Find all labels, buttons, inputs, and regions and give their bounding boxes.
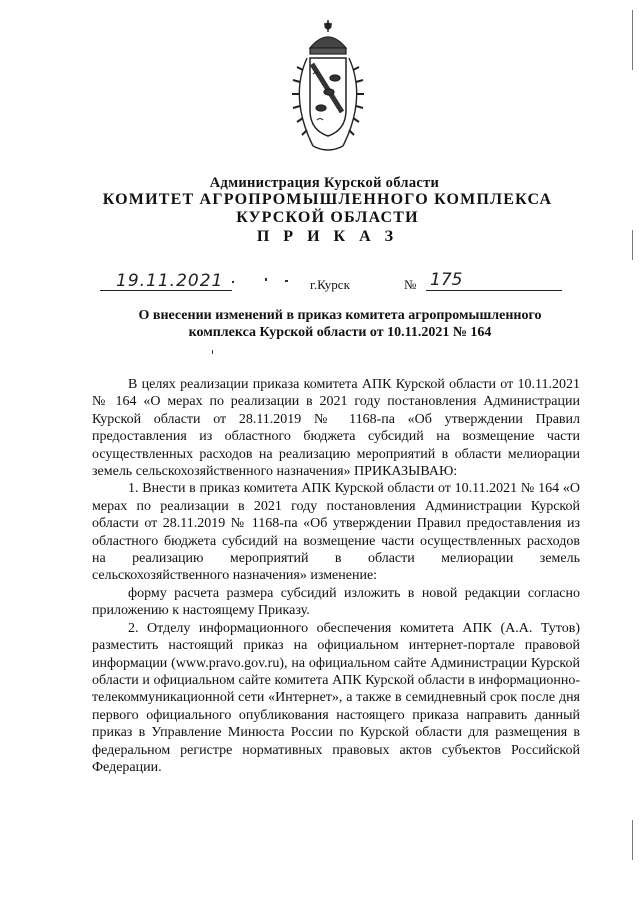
subject-line-1: О внесении изменений в приказ комитета агропромышленного [138,308,542,323]
city-label: г.Курск [310,277,350,292]
scan-speck [285,280,288,282]
committee-name: КОМИТЕТ АГРОПРОМЫШЛЕННОГО КОМПЛЕКСА [102,191,553,208]
scan-edge-line [632,820,633,860]
administration-name: Администрация Курской области [209,175,440,191]
item-1-paragraph: 1. Внести в приказ комитета АПК Курской области от 10.11.2021 № 164 «О мерах по реализации в 2021 году постановления Администрации Курской области от 28.11.2019 № 1168-па «Об утверждении Правил предоставления из областного бюджета субсидий на возмещение части осуществленных расходов на реализацию мероприятий в области мелиорации земель сельскохозяйственного назначения» изменение: [92,481,580,584]
order-subject [100,307,580,341]
scan-speck [212,350,213,354]
order-body [92,376,580,776]
order-date: 19.11.2021 [116,271,224,291]
order-number: 175 [430,270,463,290]
item-2-paragraph: 2. Отделу информационного обеспечения комитета АПК (А.А. Тутов) разместить настоящий приказ на официальном интернет-портале правовой информации (www.pravo.gov.ru), на официальном сайте Администрации Курской области и официальном сайте комитета АПК Курской области в информационно-телекоммуникационной сети «Интернет», а также в семидневный срок после дня первого официального опубликования настоящего приказа направить данный приказ в Управление Минюста России по Курской области для размещения в федеральном регистре нормативных правовых актов субъектов Российской Федерации. [92,620,580,775]
date-number-line [100,270,570,294]
item-1-detail-paragraph: форму расчета размера субсидий изложить в новой редакции согласно приложению к настоящему Приказу. [92,585,580,619]
scan-edge-line [632,10,633,70]
scan-speck [232,281,234,283]
region-name: КУРСКОЙ ОБЛАСТИ [236,209,419,226]
scan-speck [265,278,267,281]
kursk-coat-of-arms-emblem [283,18,373,158]
document-type-title: П Р И К А З [256,228,399,245]
scan-edge-line [632,230,633,260]
date-underline [100,290,232,291]
preamble-paragraph: В целях реализации приказа комитета АПК Курской области от 10.11.2021 № 164 «О мерах по реализации в 2021 году постановления Администрации Курской области от 28.11.2019 № 1168-па «Об утверждении Правил предоставления из областного бюджета субсидий на возмещение части осуществленных расходов на реализацию мероприятий в области мелиорации земель сельскохозяйственного назначения» ПРИКАЗЫВАЮ: [92,377,580,480]
number-label: № [404,277,417,292]
number-underline [426,290,562,291]
subject-line-2: комплекса Курской области от 10.11.2021 № 164 [188,325,492,340]
